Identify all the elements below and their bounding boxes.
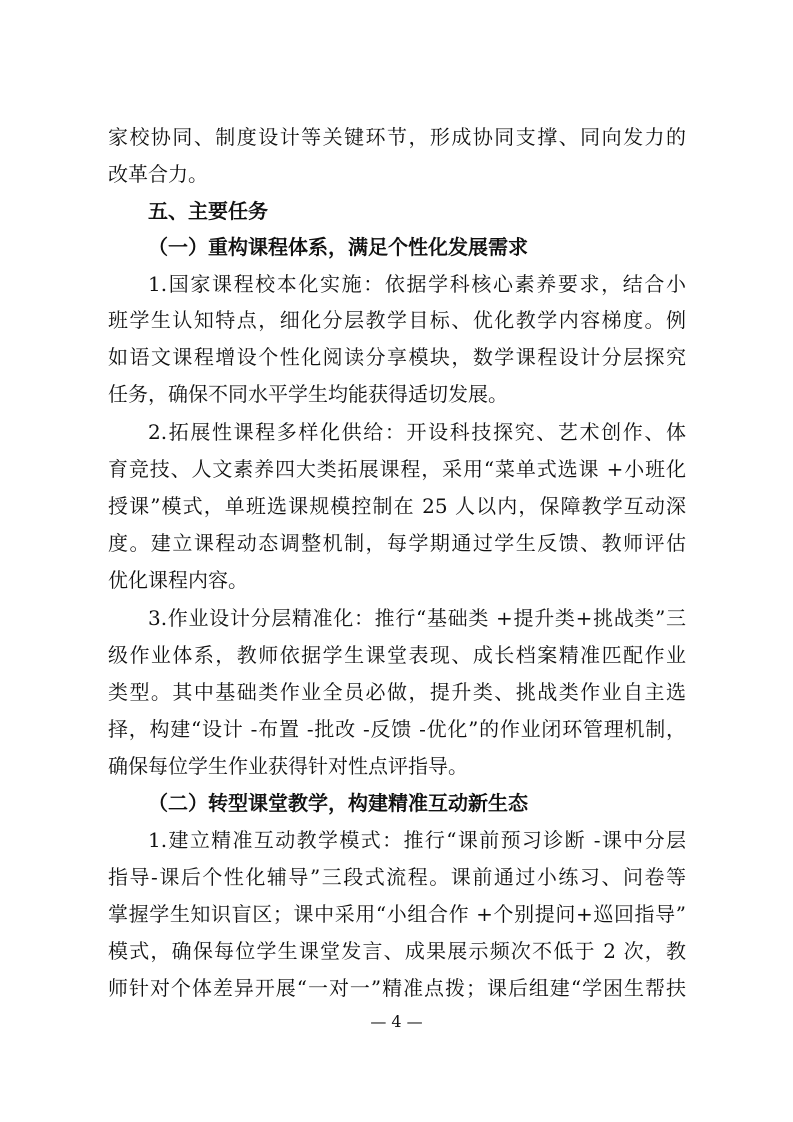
body-text-line: 1.建立精准互动教学模式：推行“课前预习诊断 -课中分层 — [148, 828, 686, 852]
page-number: — 4 — — [370, 1012, 423, 1031]
body-text-line: 2.拓展性课程多样化供给：开设科技探究、艺术创作、体 — [148, 420, 686, 444]
body-text-line: 班学生认知特点，细化分层教学目标、优化教学内容梯度。例 — [108, 308, 686, 332]
body-text-line: 类型。其中基础类作业全员必做，提升类、挑战类作业自主选 — [108, 680, 686, 704]
body-text-line: 师针对个体差异开展“一对一”精准点拨；课后组建“学困生帮扶 — [108, 976, 686, 1000]
body-text-line: 如语文课程增设个性化阅读分享模块，数学课程设计分层探究 — [108, 345, 686, 369]
body-text-line: 育竞技、人文素养四大类拓展课程，采用“菜单式选课 +小班化 — [108, 457, 686, 481]
body-text-line: 级作业体系，教师依据学生课堂表现、成长档案精准匹配作业 — [108, 643, 686, 667]
body-text-line: 家校协同、制度设计等关键环节，形成协同支撑、同向发力的 — [108, 125, 686, 149]
body-text-line: 任务，确保不同水平学生均能获得适切发展。 — [108, 382, 508, 406]
body-text-line: 确保每位学生作业获得针对性点评指导。 — [108, 754, 468, 778]
body-text-line: 模式，确保每位学生课堂发言、成果展示频次不低于 2 次，教 — [108, 939, 686, 963]
body-text-line: 3.作业设计分层精准化：推行“基础类 +提升类+挑战类”三 — [148, 606, 686, 630]
subsection-heading: （一）重构课程体系，满足个性化发展需求 — [148, 235, 528, 259]
body-text-line: 择，构建“设计 -布置 -批改 -反馈 -优化”的作业闭环管理机制， — [108, 717, 686, 741]
body-text-line: 优化课程内容。 — [108, 568, 248, 592]
body-text-line: 改革合力。 — [108, 162, 208, 186]
body-text-line: 度。建立课程动态调整机制，每学期通过学生反馈、教师评估 — [108, 531, 686, 555]
body-text-line: 授课”模式，单班选课规模控制在 25 人以内，保障教学互动深 — [108, 494, 686, 518]
body-text-line: 掌握学生知识盲区；课中采用“小组合作 +个别提问+巡回指导” — [108, 902, 686, 926]
subsection-heading: （二）转型课堂教学，构建精准互动新生态 — [148, 791, 528, 815]
section-heading: 五、主要任务 — [148, 199, 268, 223]
body-text-line: 指导-课后个性化辅导”三段式流程。课前通过小练习、问卷等 — [108, 865, 686, 889]
body-text-line: 1.国家课程校本化实施：依据学科核心素养要求，结合小 — [148, 272, 686, 296]
